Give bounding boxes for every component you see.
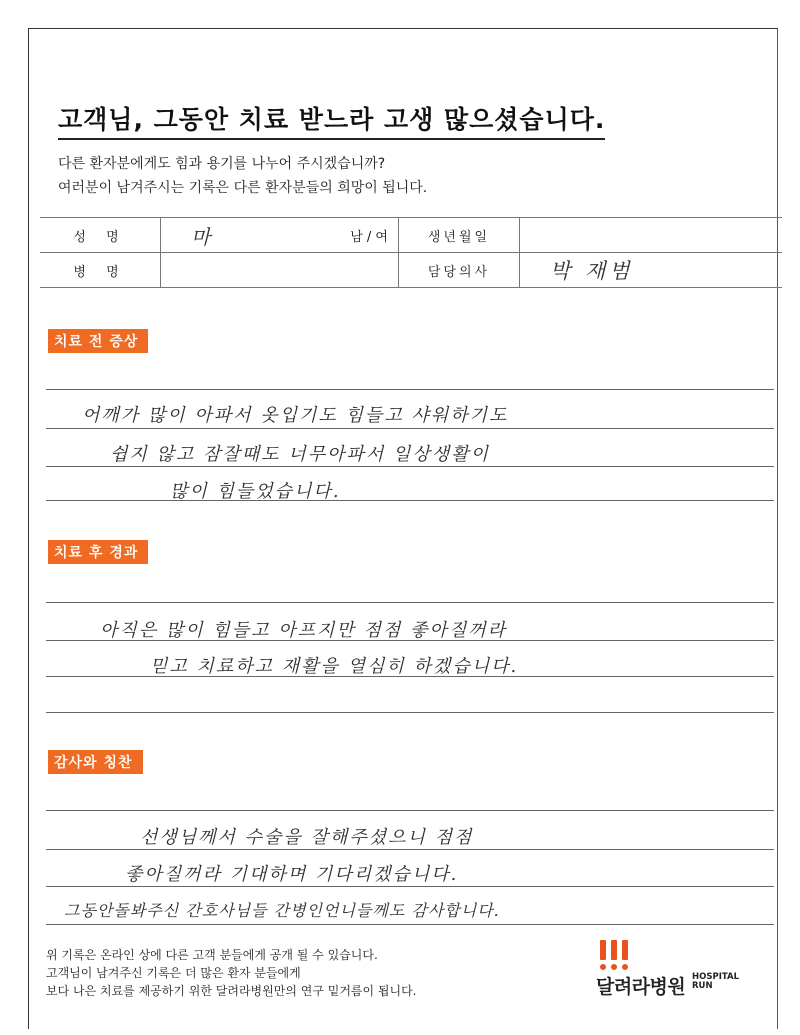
disease-value[interactable] bbox=[161, 253, 399, 288]
doctor-label: 담당의사 bbox=[399, 253, 520, 288]
after-line-1: 아직은 많이 힘들고 아프지만 점점 좋아질꺼라 bbox=[100, 620, 507, 641]
section-label-before: 치료 전 증상 bbox=[48, 329, 148, 353]
before-line-2: 쉽지 않고 잠잘때도 너무아파서 일상생활이 bbox=[110, 444, 490, 465]
section-label-after: 치료 후 경과 bbox=[48, 540, 148, 564]
intro-line-2: 여러분이 남겨주시는 기록은 다른 환자분들의 희망이 됩니다. bbox=[58, 180, 428, 196]
exclamation-marks-icon bbox=[600, 940, 633, 964]
ruled-line bbox=[46, 466, 774, 467]
ruled-line bbox=[46, 810, 774, 811]
ruled-line bbox=[46, 500, 774, 501]
name-value[interactable]: 마 bbox=[191, 224, 211, 249]
thanks-line-1: 선생님께서 수술을 잘해주셨으니 점점 bbox=[140, 827, 474, 848]
footer-note-1: 위 기록은 온라인 상에 다른 고객 분들에게 공개 될 수 있습니다. bbox=[46, 948, 378, 962]
logo-english: HOSPITAL RUN bbox=[692, 972, 739, 991]
ruled-line bbox=[46, 886, 774, 887]
ruled-line bbox=[46, 389, 774, 390]
section-label-thanks: 감사와 칭찬 bbox=[48, 750, 143, 774]
ruled-line bbox=[46, 428, 774, 429]
hospital-logo bbox=[596, 940, 756, 1000]
doctor-value[interactable]: 박 재범 bbox=[550, 259, 634, 283]
before-line-3: 많이 힘들었습니다. bbox=[170, 481, 341, 502]
birth-value[interactable] bbox=[520, 218, 783, 253]
footer-note-2: 고객님이 남겨주신 기록은 더 많은 환자 분들에게 bbox=[46, 966, 301, 980]
name-label: 성 명 bbox=[40, 218, 161, 253]
disease-label: 병 명 bbox=[40, 253, 161, 288]
thanks-line-3: 그동안돌봐주신 간호사님들 간병인언니들께도 감사합니다. bbox=[64, 901, 500, 920]
ruled-line bbox=[46, 602, 774, 603]
gender-label: 남 / 여 bbox=[350, 229, 388, 245]
thanks-line-2: 좋아질꺼라 기대하며 기다리겠습니다. bbox=[125, 864, 459, 885]
footer-note-3: 보다 나은 치료를 제공하기 위한 달려라병원만의 연구 밑거름이 됩니다. bbox=[46, 984, 417, 998]
page-title: 고객님, 그동안 치료 받느라 고생 많으셨습니다. bbox=[58, 100, 605, 140]
intro-line-1: 다른 환자분에게도 힘과 용기를 나누어 주시겠습니까? bbox=[58, 156, 386, 172]
ruled-line bbox=[46, 849, 774, 850]
ruled-line bbox=[46, 712, 774, 713]
before-line-1: 어깨가 많이 아파서 옷입기도 힘들고 샤워하기도 bbox=[82, 405, 509, 426]
patient-info-table bbox=[40, 217, 782, 288]
ruled-line bbox=[46, 924, 774, 925]
logo-name: 달려라병원 bbox=[596, 976, 686, 998]
birth-label: 생년월일 bbox=[399, 218, 520, 253]
after-line-2: 믿고 치료하고 재활을 열심히 하겠습니다. bbox=[150, 656, 519, 677]
